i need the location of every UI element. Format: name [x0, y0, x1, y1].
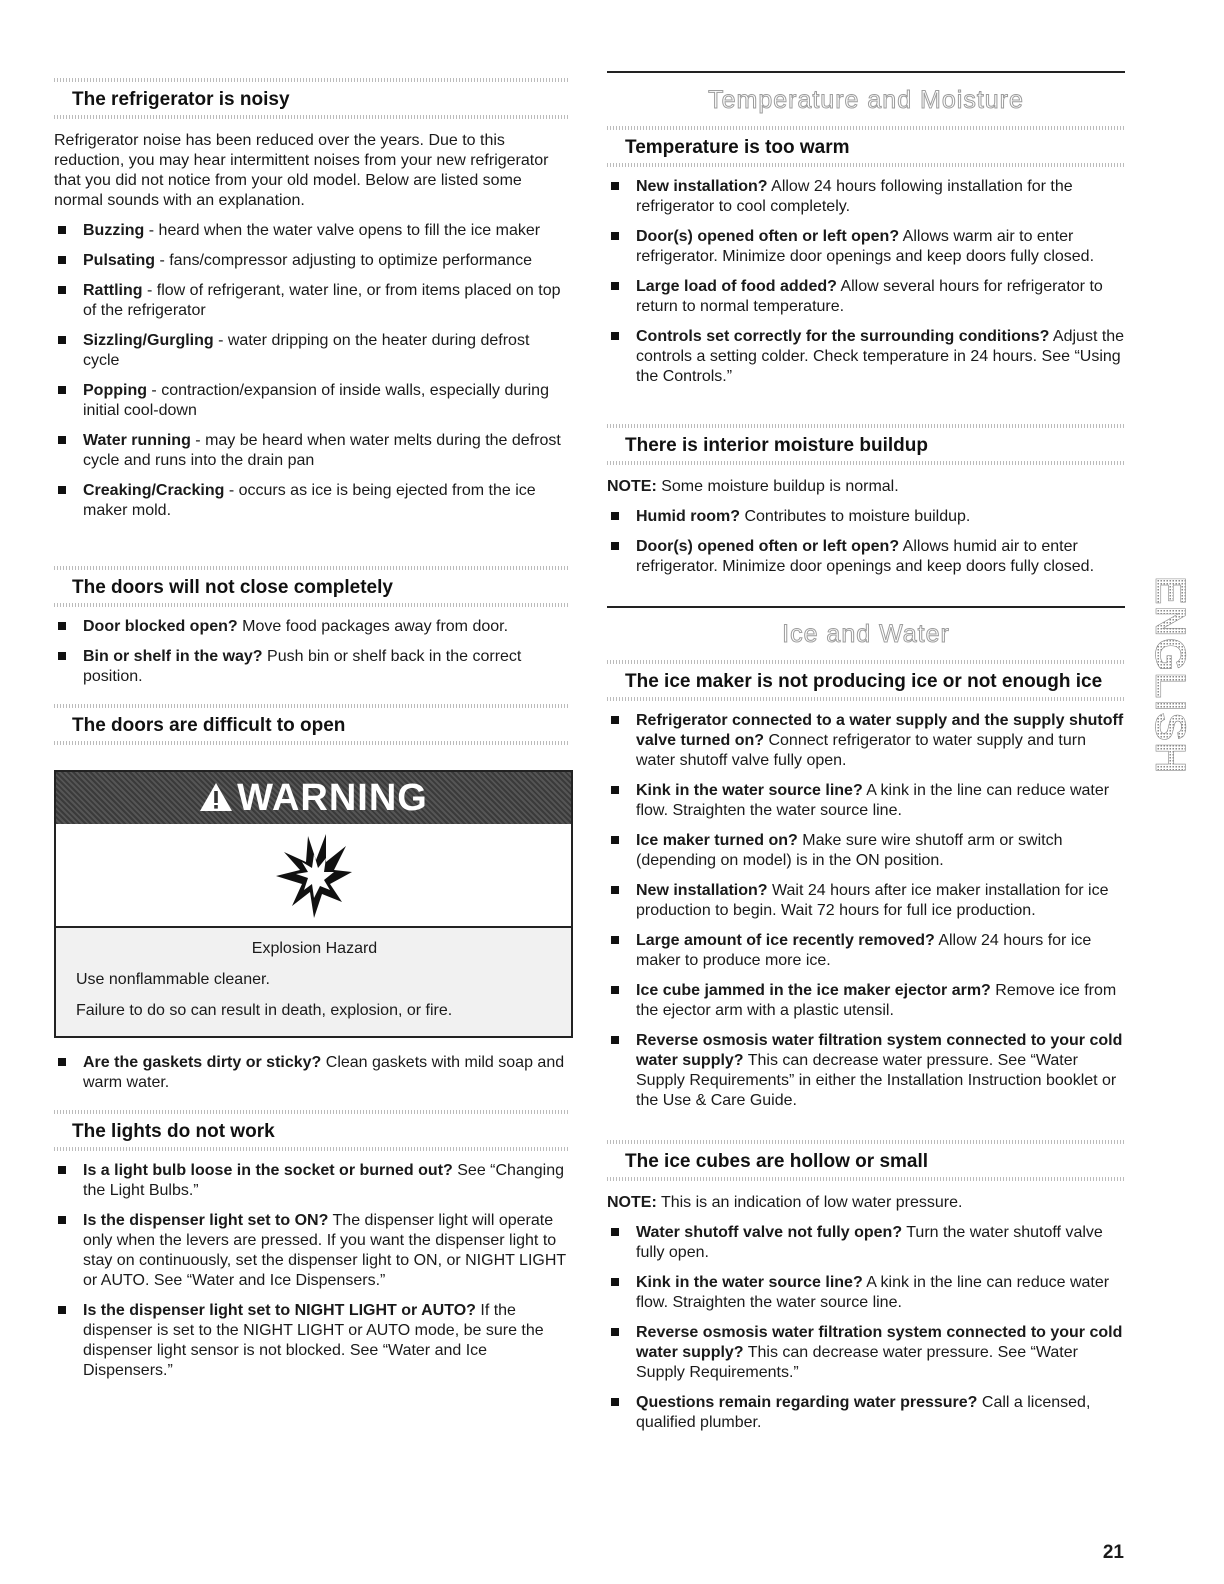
item-text: - fans/compressor adjusting to optimize performance	[155, 252, 533, 269]
bullet-icon	[611, 1036, 619, 1044]
item-label: Are the gaskets dirty or sticky?	[83, 1054, 322, 1071]
item-label: Sizzling/Gurgling	[83, 332, 214, 349]
middle-rule	[607, 606, 1125, 608]
section-heading: The refrigerator is noisy	[54, 78, 569, 119]
item-text: Clean gaskets with mild soap and warm water.	[83, 1054, 565, 1091]
bullet-icon	[611, 716, 619, 724]
item-text: Adjust the controls a setting colder. Check temperature in 24 hours. See “Using the Controls.”	[636, 328, 1125, 385]
item-label: Large amount of ice recently removed?	[636, 932, 935, 949]
list-item	[54, 617, 569, 637]
note	[607, 1193, 1125, 1213]
bullet-icon	[611, 886, 619, 894]
note-text: Some moisture buildup is normal.	[656, 478, 899, 495]
bullet-icon	[611, 936, 619, 944]
bullet-icon	[611, 332, 619, 340]
list-item	[54, 381, 569, 421]
warning-title: WARNING	[237, 777, 428, 819]
item-label: Bin or shelf in the way?	[83, 648, 263, 665]
item-text: If the dispenser is set to the NIGHT LIGHT or AUTO mode, be sure the dispenser light sensor is not blocked. See “Water and Ice Dispensers.”	[83, 1302, 544, 1379]
bullet-icon	[611, 1278, 619, 1286]
bullet-icon	[58, 486, 66, 494]
bullet-icon	[58, 386, 66, 394]
list-item	[54, 281, 569, 321]
item-text: Turn the water shutoff valve fully open.	[636, 1224, 1103, 1261]
item-text: A kink in the line can reduce water flow. Straighten the water source line.	[636, 782, 1110, 819]
item-label: Ice cube jammed in the ice maker ejector arm?	[636, 982, 991, 999]
list-item	[607, 1323, 1125, 1383]
list-item	[607, 1031, 1125, 1111]
item-text: Contributes to moisture buildup.	[740, 508, 971, 525]
list-item	[607, 881, 1125, 921]
item-label: Is the dispenser light set to ON?	[83, 1212, 329, 1229]
bullet-icon	[611, 1228, 619, 1236]
note	[607, 477, 1125, 497]
explosion-icon	[274, 832, 354, 918]
bullet-icon	[611, 282, 619, 290]
item-text: - flow of refrigerant, water line, or from items placed on top of the refrigerator	[83, 282, 561, 319]
category-title-ice-water: Ice and Water	[782, 620, 950, 648]
category-title-temperature: Temperature and Moisture	[708, 86, 1024, 114]
list-item	[607, 931, 1125, 971]
item-text: Remove ice from the ejector arm with a plastic utensil.	[636, 982, 1117, 1019]
item-label: Kink in the water source line?	[636, 782, 863, 799]
list-item	[607, 507, 1125, 527]
item-label: Controls set correctly for the surrounding conditions?	[636, 328, 1050, 345]
list-item	[607, 1393, 1125, 1433]
bullet-icon	[611, 1328, 619, 1336]
moisture-list	[607, 507, 1125, 577]
section-heading: The ice maker is not producing ice or not enough ice	[607, 660, 1125, 701]
section-lights	[54, 1110, 569, 1381]
item-text: This can decrease water pressure. See “Water Supply Requirements” in either the Installation Instruction booklet or the Use & Care Guide.	[636, 1052, 1117, 1109]
item-text: Allow several hours for refrigerator to return to normal temperature.	[636, 278, 1103, 315]
list-item	[607, 227, 1125, 267]
item-text: This can decrease water pressure. See “Water Supply Requirements.”	[636, 1344, 1078, 1381]
item-text: Allow 24 hours following installation for the refrigerator to cool completely.	[636, 178, 1073, 215]
item-text: - occurs as ice is being ejected from the ice maker mold.	[83, 482, 536, 519]
warning-text	[56, 928, 571, 1036]
bullet-icon	[611, 232, 619, 240]
bullet-icon	[58, 652, 66, 660]
item-text: Push bin or shelf back in the correct position.	[83, 648, 522, 685]
item-label: Pulsating	[83, 252, 156, 269]
item-text: Move food packages away from door.	[237, 618, 509, 635]
item-label: Water running	[83, 432, 191, 449]
note-label: NOTE:	[607, 1194, 657, 1211]
item-label: Is the dispenser light set to NIGHT LIGHT or AUTO?	[83, 1302, 476, 1319]
list-item	[54, 221, 569, 241]
section-doors-close	[54, 566, 569, 687]
bullet-icon	[58, 1166, 66, 1174]
list-item	[607, 537, 1125, 577]
item-label: New installation?	[636, 178, 768, 195]
section-heading: The doors are difficult to open	[54, 704, 569, 745]
language-tab-label: ENGLISH	[1146, 576, 1194, 775]
bullet-icon	[58, 336, 66, 344]
item-label: Buzzing	[83, 222, 145, 239]
item-label: Rattling	[83, 282, 143, 299]
item-label: Reverse osmosis water filtration system connected to your cold water supply?	[636, 1032, 1123, 1069]
section-doors-open	[54, 704, 569, 745]
item-label: Door blocked open?	[83, 618, 238, 635]
intro-paragraph: Refrigerator noise has been reduced over the years. Due to this reduction, you may hear intermittent noises from your new refrigerator that you did not notice from your old model. Below are listed some normal sounds with an explanation.	[54, 132, 549, 209]
doors-close-list	[54, 617, 569, 687]
list-item	[54, 647, 569, 687]
bullet-icon	[611, 542, 619, 550]
list-item	[54, 251, 569, 271]
note-label: NOTE:	[607, 478, 657, 495]
bullet-icon	[58, 1058, 66, 1066]
section-gaskets	[54, 1043, 569, 1093]
bullet-icon	[58, 1216, 66, 1224]
list-item	[54, 1301, 569, 1381]
section-heading: There is interior moisture buildup	[607, 424, 1125, 465]
warning-triangle-icon	[199, 782, 233, 812]
list-item	[607, 1273, 1125, 1313]
warning-banner	[56, 772, 571, 824]
section-heading: The doors will not close completely	[54, 566, 569, 607]
item-text: The dispenser light will operate only when the levers are pressed. If you want the dispenser light to stay on continuously, set the dispenser light to ON, or NIGHT LIGHT or AUTO. See “Water and Ice Dispensers.”	[83, 1212, 566, 1289]
bullet-icon	[611, 836, 619, 844]
list-item	[54, 431, 569, 471]
list-item	[54, 331, 569, 371]
list-item	[607, 277, 1125, 317]
item-text: Allows warm air to enter refrigerator. Minimize door openings and keep doors fully closed.	[636, 228, 1095, 265]
item-label: Door(s) opened often or left open?	[636, 538, 900, 555]
warning-line-1: Use nonflammable cleaner.	[76, 971, 270, 988]
section-heading: Temperature is too warm	[607, 126, 1125, 167]
list-item	[607, 781, 1125, 821]
item-label: Humid room?	[636, 508, 740, 525]
list-item	[607, 177, 1125, 217]
item-label: Ice maker turned on?	[636, 832, 798, 849]
item-text: Make sure wire shutoff arm or switch (depending on model) is in the ON position.	[636, 832, 1063, 869]
item-text: Call a licensed, qualified plumber.	[636, 1394, 1091, 1431]
item-label: Popping	[83, 382, 147, 399]
bullet-icon	[611, 1398, 619, 1406]
item-label: Is a light bulb loose in the socket or burned out?	[83, 1162, 453, 1179]
icemaker-list	[607, 711, 1125, 1111]
item-text: Allows humid air to enter refrigerator. Minimize door openings and keep doors fully closed.	[636, 538, 1095, 575]
bullet-icon	[611, 786, 619, 794]
page-number: 21	[1102, 1542, 1124, 1563]
list-item	[607, 711, 1125, 771]
lights-list	[54, 1161, 569, 1381]
list-item	[54, 1211, 569, 1291]
warm-list	[607, 177, 1125, 387]
item-text: Connect refrigerator to water supply and turn water shutoff valve fully open.	[636, 732, 1086, 769]
gaskets-list	[54, 1053, 569, 1093]
noise-list	[54, 221, 569, 521]
note-text: This is an indication of low water pressure.	[656, 1194, 963, 1211]
hollow-list	[607, 1223, 1125, 1433]
bullet-icon	[611, 512, 619, 520]
bullet-icon	[58, 226, 66, 234]
list-item	[54, 1053, 569, 1093]
bullet-icon	[58, 436, 66, 444]
item-label: Door(s) opened often or left open?	[636, 228, 900, 245]
bullet-icon	[58, 622, 66, 630]
bullet-icon	[58, 286, 66, 294]
item-text: - may be heard when water melts during the defrost cycle and runs into the drain pan	[83, 432, 561, 469]
bullet-icon	[611, 182, 619, 190]
item-text: - contraction/expansion of inside walls, especially during initial cool-down	[83, 382, 549, 419]
list-item	[54, 481, 569, 521]
section-hollow	[607, 1140, 1125, 1433]
item-label: Water shutoff valve not fully open?	[636, 1224, 903, 1241]
item-label: Large load of food added?	[636, 278, 837, 295]
item-text: - water dripping on the heater during defrost cycle	[83, 332, 530, 369]
item-label: Questions remain regarding water pressure?	[636, 1394, 978, 1411]
item-label: Creaking/Cracking	[83, 482, 225, 499]
item-label: New installation?	[636, 882, 768, 899]
item-label: Refrigerator connected to a water supply and the supply shutoff valve turned on?	[636, 712, 1124, 749]
item-text: - heard when the water valve opens to fill the ice maker	[144, 222, 541, 239]
section-moisture	[607, 424, 1125, 577]
item-text: Wait 24 hours after ice maker installation for ice production to begin. Wait 72 hours for full ice production.	[636, 882, 1109, 919]
item-text: A kink in the line can reduce water flow. Straighten the water source line.	[636, 1274, 1110, 1311]
item-label: Reverse osmosis water filtration system connected to your cold water supply?	[636, 1324, 1123, 1361]
section-heading: The lights do not work	[54, 1110, 569, 1151]
explosion-symbol	[56, 824, 571, 928]
item-text: See “Changing the Light Bulbs.”	[83, 1162, 564, 1199]
warning-line-2: Failure to do so can result in death, explosion, or fire.	[76, 1002, 453, 1019]
section-icemaker	[607, 660, 1125, 1111]
bullet-icon	[611, 986, 619, 994]
list-item	[607, 327, 1125, 387]
language-tab	[1146, 572, 1194, 778]
section-too-warm	[607, 126, 1125, 387]
list-item	[54, 1161, 569, 1201]
item-text: Allow 24 hours for ice maker to produce more ice.	[636, 932, 1092, 969]
section-heading: The ice cubes are hollow or small	[607, 1140, 1125, 1181]
hazard-name: Explosion Hazard	[251, 940, 378, 957]
list-item	[607, 981, 1125, 1021]
bullet-icon	[58, 256, 66, 264]
item-label: Kink in the water source line?	[636, 1274, 863, 1291]
bullet-icon	[58, 1306, 66, 1314]
section-noisy	[54, 78, 569, 521]
list-item	[607, 831, 1125, 871]
list-item	[607, 1223, 1125, 1263]
top-rule	[607, 71, 1125, 73]
warning-box	[54, 770, 573, 1038]
